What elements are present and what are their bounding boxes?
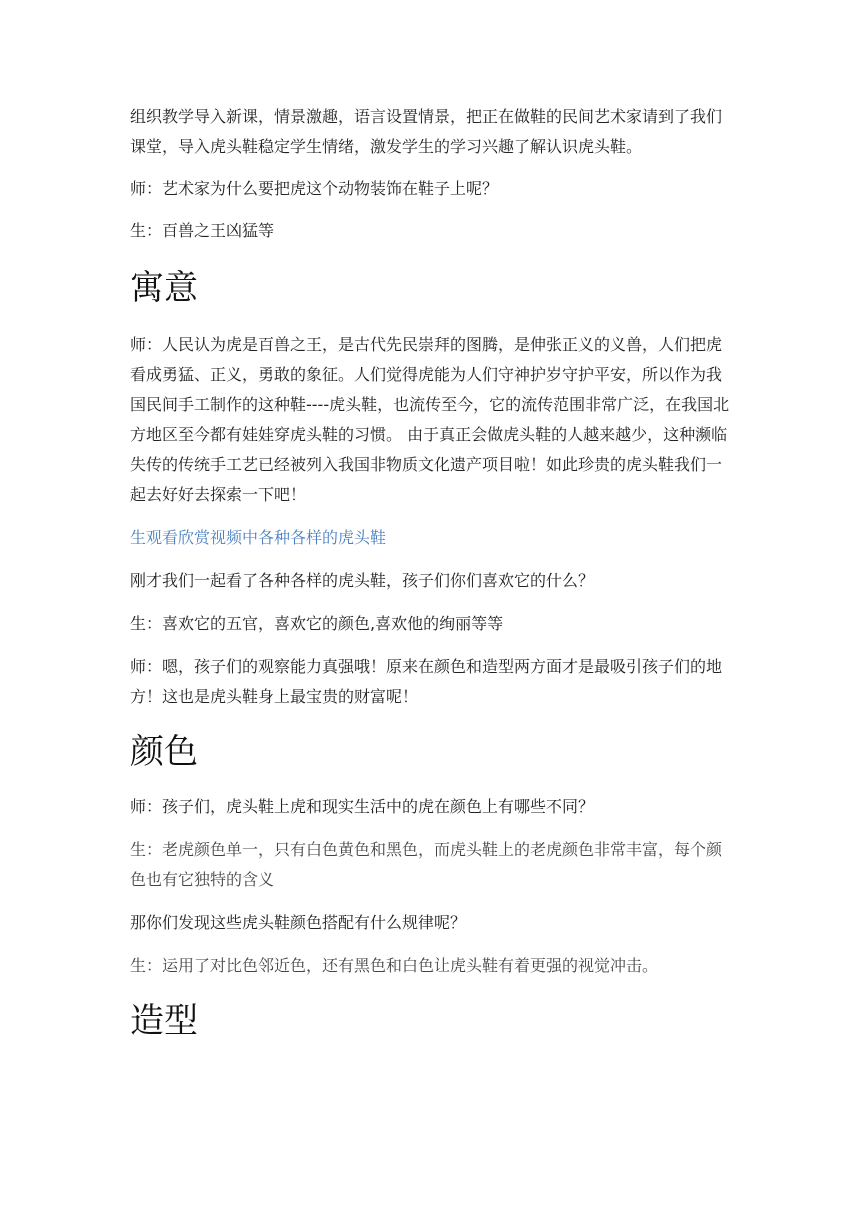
document-page xyxy=(130,102,730,1043)
intro-paragraph: 组织教学导入新课，情景激趣，语言设置情景，把正在做鞋的民间艺术家请到了我们课堂，导入虎头鞋稳定学生情绪，激发学生的学习兴趣了解认识虎头鞋。 xyxy=(130,107,723,156)
meaning-paragraph: 师：人民认为虎是百兽之王，是古代先民崇拜的图腾，是伸张正义的义兽，人们把虎看成勇猛、正义，勇敢的象征。人们觉得虎能为人们守神护岁守护平安，所以作为我国民间手工制作的这种鞋----虎头鞋，也流传至今，它的流传范围非常广泛，在我国北方地区至今都有娃娃穿虎头鞋的习惯。 由于真正会做虎头鞋的人越来越少，这种濒临失传的传统手工艺已经被列入我国非物质文化遗产项目啦！如此珍贵的虎头鞋我们一起去好好去探索一下吧！ xyxy=(130,335,730,504)
student-answer-pattern: 生：运用了对比色邻近色，还有黑色和白色让虎头鞋有着更强的视觉冲击。 xyxy=(130,956,659,975)
teacher-question-color: 师：孩子们，虎头鞋上虎和现实生活中的虎在颜色上有哪些不同？ xyxy=(130,797,595,816)
video-link[interactable]: 生观看欣赏视频中各种各样的虎头鞋 xyxy=(130,528,387,547)
student-answer: 生：百兽之王凶猛等 xyxy=(130,221,275,240)
student-answer-color: 生：老虎颜色单一，只有白色黄色和黑色，而虎头鞋上的老虎颜色非常丰富，每个颜色也有它独特的含义 xyxy=(130,840,723,889)
heading-shape: 造型 xyxy=(130,1001,198,1041)
teacher-question: 师：艺术家为什么要把虎这个动物装饰在鞋子上呢？ xyxy=(130,179,499,198)
heading-meaning: 寓意 xyxy=(130,268,198,308)
teacher-question-likes: 刚才我们一起看了各种各样的虎头鞋，孩子们你们喜欢它的什么？ xyxy=(130,571,595,590)
teacher-comment: 师：嗯，孩子们的观察能力真强哦！原来在颜色和造型两方面才是最吸引孩子们的地方！这也是虎头鞋身上最宝贵的财富呢！ xyxy=(130,657,723,706)
student-answer-likes: 生：喜欢它的五官，喜欢它的颜色,喜欢他的绚丽等等 xyxy=(130,614,504,633)
heading-color: 颜色 xyxy=(130,732,198,772)
question-color-pattern: 那你们发现这些虎头鞋颜色搭配有什么规律呢？ xyxy=(130,913,467,932)
